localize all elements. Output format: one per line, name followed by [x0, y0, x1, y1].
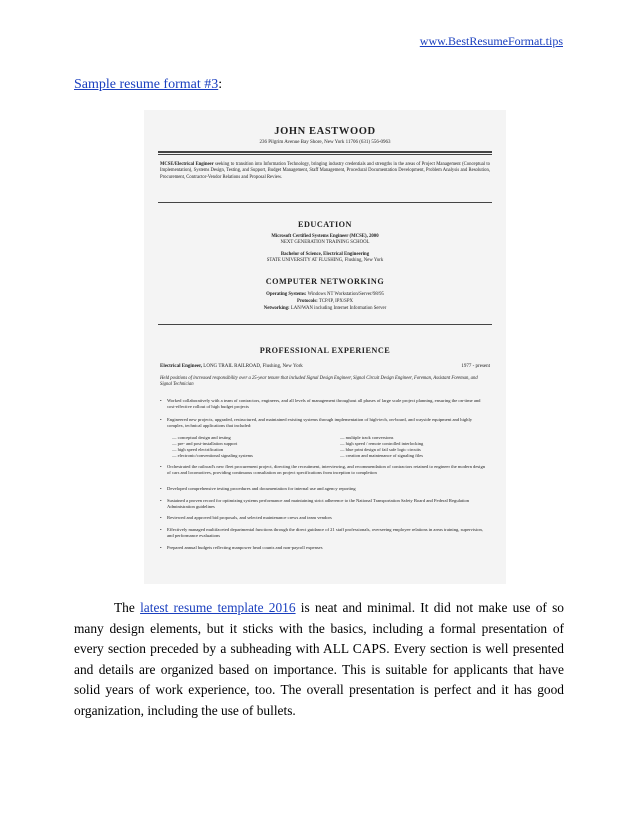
sub-item: — electronic/conventional signaling systems: [172, 453, 253, 458]
education-degree: Bachelor of Science, Electrical Engineering: [280, 252, 370, 257]
summary-title: MCSE/Electrical Engineer: [160, 162, 214, 167]
sample-heading: [74, 77, 222, 93]
bullet-item: • Prepared annual budgets reflecting manpower head counts and non-payroll expenses: [160, 545, 323, 550]
sample-format-link[interactable]: Sample resume format #3: [74, 77, 219, 92]
description-paragraph: [74, 598, 564, 721]
protocols-label: Protocols:: [297, 299, 318, 304]
education-cert-school: NEXT GENERATION TRAINING SCHOOL: [280, 240, 370, 245]
protocols-value: TCP/IP, IPX/SPX: [317, 299, 353, 304]
networking-protocols: [144, 299, 506, 305]
job-company: LONG TRAIL RAILROAD, Flushing, New York: [202, 364, 303, 369]
sub-item: — high speed / remote controlled interlocking: [340, 441, 424, 446]
sub-item: — conceptual design and testing: [172, 435, 231, 440]
divider: [158, 324, 492, 325]
bullet-item: • Developed comprehensive testing procedures and documentation for internal use and agency reporting: [160, 486, 356, 491]
sample-colon: :: [218, 77, 223, 92]
resume-address: 236 Pilgrim Avenue Bay Shore, New York 11706 (631) 556-0963: [259, 140, 391, 145]
description-text: is neat and minimal. It did not make use of so many design elements, but it sticks with the basics, including a formal presentation of every section preceded by a subheading with ALL CAPS. Every section is well presented and details are organized based on importance. This is suitable for applicants that have solid years of work experience, too. The overall presentation is perfect and it has good organization, including the use of bullets.: [74, 600, 564, 718]
os-value: Windows NT Workstation/Server/98/95: [306, 292, 384, 297]
sub-item: — multiple track conversions: [340, 435, 394, 440]
os-label: Operating Systems:: [266, 292, 307, 297]
job-intro: Held positions of increased responsibility over a 25-year tenure that included Signal Design Engineer, Signal Circuit Design Engineer, Foreman, Assistant Foreman, and Signal Technician: [160, 376, 478, 388]
latest-template-link[interactable]: latest resume template 2016: [140, 600, 296, 615]
divider: [158, 151, 492, 153]
sub-item: — pre- and post-installation support: [172, 441, 238, 446]
sub-item: — creation and maintenance of signaling files: [340, 453, 423, 458]
networking-value: LAN/WAN including Internet Information Server: [289, 306, 387, 311]
resume-summary: [160, 162, 490, 181]
bullet-item: • Reviewed and approved bid proposals, and selected maintenance crews and team vendors: [160, 515, 332, 520]
education-heading: EDUCATION: [298, 220, 352, 229]
description-prefix: The: [114, 600, 141, 615]
job-line: [160, 364, 490, 369]
divider: [158, 202, 492, 203]
summary-text: seeking to transition into Information Technology, bringing industry credentials and strengths in the areas of Project Management (Conceptual to Implementation), Systems Design, Testing, and Support, Budget Management, Staff Management, Procedural Documentation Development, Problem Analysis and Resolution, Procurement, Contractor-Vendor Relations and Proposal Review.: [160, 162, 490, 180]
sub-item: — blue print design of fail safe logic circuits: [340, 447, 421, 452]
networking-heading: COMPUTER NETWORKING: [265, 277, 385, 286]
bullet-item: • Worked collaboratively with a team of contractors, engineers, and all levels of management throughout all phases of large scale project planning, ensuring the on-time and cost-effective rollout of high budget projects: [160, 398, 481, 410]
experience-heading: PROFESSIONAL EXPERIENCE: [259, 346, 391, 355]
bullet-item: • Engineered new projects, upgraded, restructured, and maintained existing systems through implementation of high-tech, on-board, and wayside equipment and highly complex, technical applications that included:: [160, 417, 473, 429]
networking-os: [144, 292, 506, 298]
job-title: Electrical Engineer,: [160, 364, 203, 369]
bullet-item: • Effectively managed multifaceted departmental functions through the direct guidance of 21 staff professionals, overseeing employee relations in areas training, supervision, and performance evaluations: [160, 527, 483, 539]
site-link[interactable]: www.BestResumeFormat.tips: [419, 34, 563, 48]
job-dates: 1977 - present: [461, 364, 490, 369]
networking-label: Networking:: [263, 306, 290, 311]
resume-sample-image: [144, 110, 506, 584]
divider: [158, 154, 492, 155]
education-degree-school: STATE UNIVERSITY AT FLUSHING, Flushing, New York: [266, 258, 384, 263]
sub-item: — high speed electrification: [172, 447, 224, 452]
resume-name: JOHN EASTWOOD: [274, 126, 376, 137]
education-cert: Microsoft Certified Systems Engineer (MCSE), 2000: [271, 234, 379, 239]
bullet-item: • Orchestrated the railroad's new fleet procurement project, directing the recruitment, interviewing, and recommendation of contractors retained to engineer the modern design of cars and locomotives, providing continuous consultation on project specifications from inception to completion: [160, 464, 486, 476]
bullet-item: • Sustained a proven record for optimizing systems performance and maintaining strict adherence to the National Transportation Safety Board and Federal Regulation Administration guidelines: [160, 498, 470, 510]
networking-lan: [144, 306, 506, 312]
